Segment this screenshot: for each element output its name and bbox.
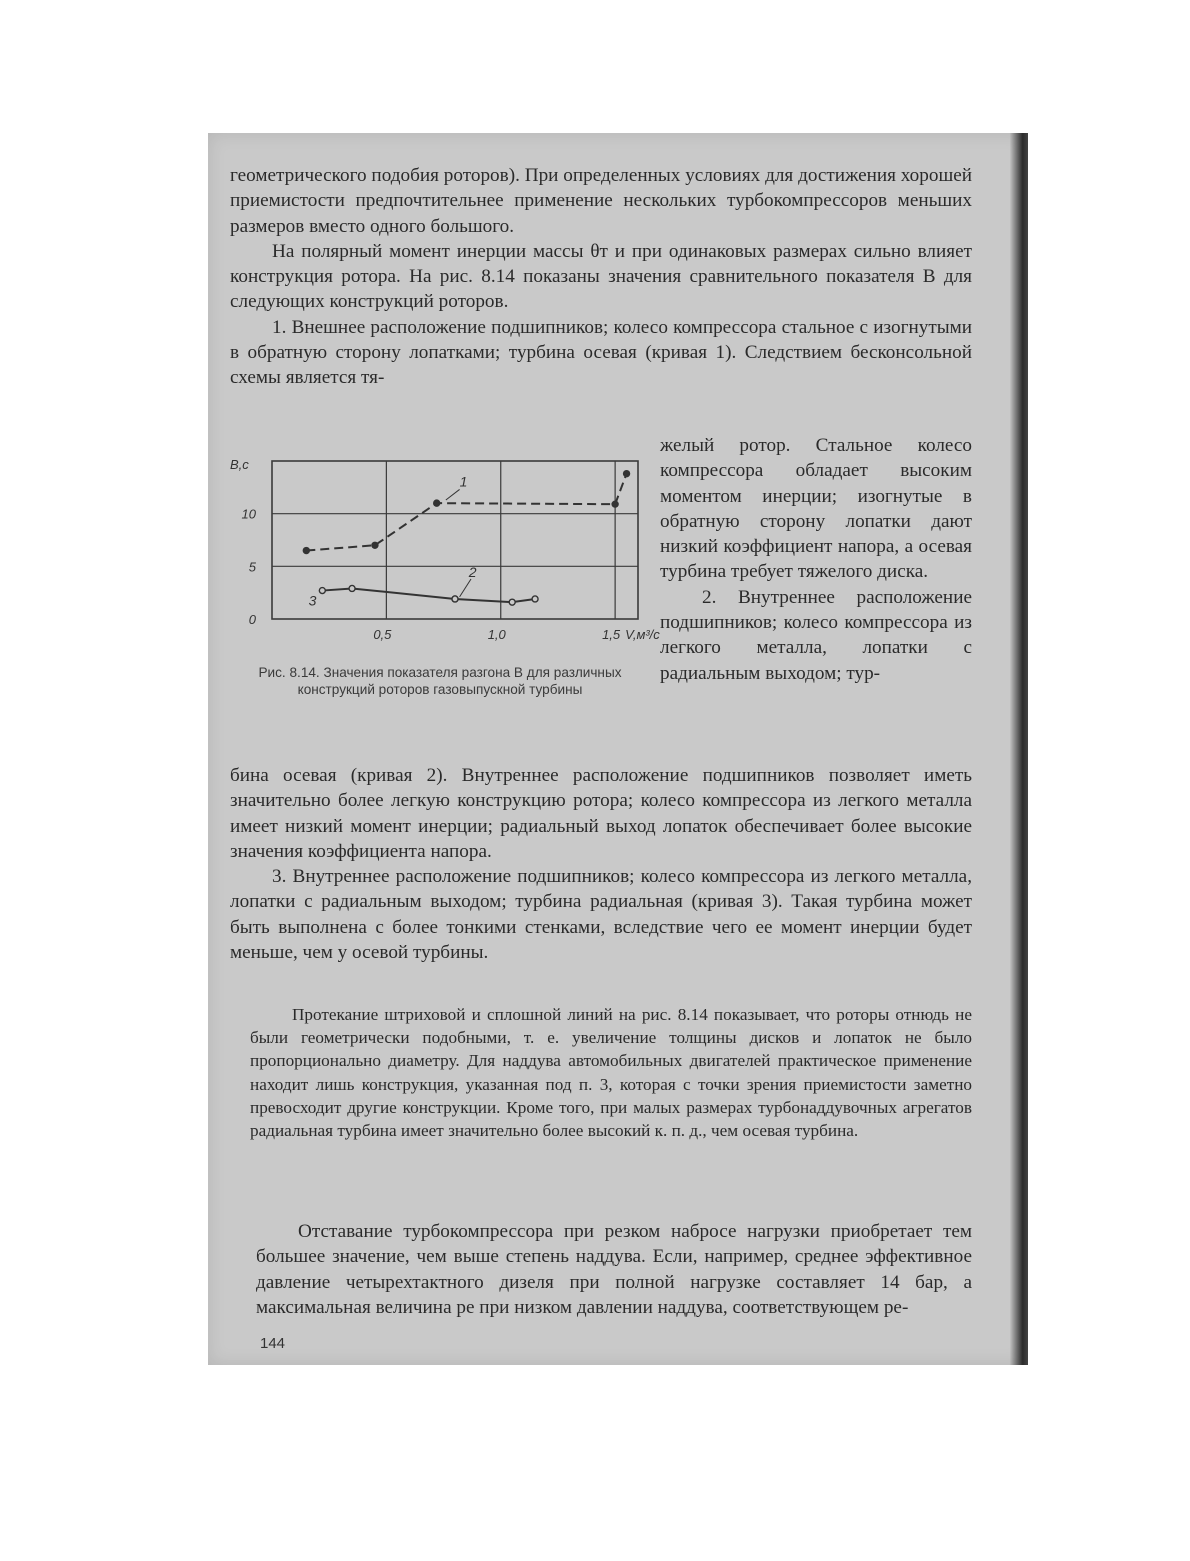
- series-1-point-2: [434, 500, 440, 506]
- curve-leader-1: [446, 489, 460, 500]
- chart-svg: [226, 449, 660, 659]
- final-text: [256, 1219, 972, 1320]
- y-axis-label: B,c: [230, 457, 249, 472]
- series-3-point-1: [349, 585, 355, 591]
- page-number: 144: [260, 1335, 286, 1352]
- side-text: [660, 433, 972, 686]
- x-axis-label: V,м³/с: [625, 627, 660, 642]
- series-2-point-1: [509, 599, 515, 605]
- x-tick-label-2: 1,5: [602, 627, 621, 642]
- top-text: [230, 163, 972, 391]
- book-spine-shadow: [1010, 133, 1028, 1365]
- figure-caption: Рис. 8.14. Значения показателя разгона B для различных конструкций роторов газовыпускной турбины: [258, 665, 622, 697]
- x-tick-label-1: 1,0: [487, 627, 506, 642]
- scanned-page: [208, 133, 1028, 1365]
- middle-text: [230, 763, 972, 965]
- paragraph-item-1: 1. Внешнее расположение подшипников; колесо компрессора стальное с изогнутыми в обратную сторону лопатками; турбина осевая (кривая 1). Следствием бесконсольной схемы является тя-: [230, 316, 972, 389]
- x-tick-label-0: 0,5: [373, 627, 392, 642]
- series-3-point-0: [319, 588, 325, 594]
- series-line-3: [322, 588, 455, 599]
- y-tick-label-0: 0: [248, 612, 256, 627]
- series-1-point-1: [372, 542, 378, 548]
- paragraph-inertia: На полярный момент инерции массы θт и при одинаковых размерах сильно влияет конструкция ротора. На рис. 8.14 показаны значения сравнительного показателя B для следующих конструкций роторов.: [230, 240, 972, 313]
- series-1-point-3: [612, 501, 618, 507]
- paragraph-lag: Отставание турбокомпрессора при резком набросе нагрузки приобретает тем большее значение, чем выше степень наддува. Если, например, среднее эффективное давление четырехтактного дизеля при полной нагрузке составляет 14 бар, а максимальная величина pe при низком давлении наддува, соответствующем ре-: [256, 1221, 972, 1318]
- paragraph-item-2: 2. Внутреннее расположение подшипников; колесо компрессора из легкого металла, лопатки с радиальным выходом; тур-: [660, 586, 972, 684]
- paragraph-item-2-cont: бина осевая (кривая 2). Внутреннее расположение подшипников позволяет иметь значительно более легкую конструкцию ротора; колесо компрессора из легкого металла имеет низкий момент инерции; радиальный выход лопаток обеспечивает более высокие значения коэффициента напора.: [230, 765, 972, 862]
- small-text: [250, 1003, 972, 1142]
- series-line-2: [455, 599, 535, 602]
- paragraph-item-3: 3. Внутреннее расположение подшипников; колесо компрессора из легкого металла, лопатки с радиальным выходом; турбина радиальная (кривая 3). Такая турбина может быть выполнена с более тонкими стенками, вследствие чего ее момент инерции будет меньше, чем у осевой турбины.: [230, 866, 972, 964]
- y-tick-label-1: 5: [248, 559, 256, 575]
- paragraph-heavy-rotor: желый ротор. Стальное колесо компрессора обладает высоким моментом инерции; изогнутые в обратную сторону лопатки дают низкий коэффициент напора, а осевая турбина требует тяжелого диска.: [660, 435, 972, 583]
- series-2-point-2: [532, 596, 538, 602]
- curve-label-1: 1: [459, 473, 468, 490]
- series-1-point-4: [624, 471, 630, 477]
- paragraph-intro: геометрического подобия роторов). При определенных условиях для достижения хорошей приемистости предпочтительнее применение нескольких турбокомпрессоров меньших размеров вместо одного большого.: [230, 165, 972, 237]
- series-1-point-0: [303, 548, 309, 554]
- series-3-point-2: [452, 596, 458, 602]
- curve-leader-2: [460, 579, 471, 597]
- figure-8-14: [226, 449, 660, 739]
- paragraph-dashed-lines: Протекание штриховой и сплошной линий на рис. 8.14 показывает, что роторы отнюдь не были геометрически подобными, т. е. увеличение толщины дисков и лопаток не было пропорционально диаметру. Для наддува автомобильных двигателей практическое применение находит лишь конструкция, указанная под п. 3, которая с точки зрения приемистости заметно превосходит другие конструкции. Кроме того, при малых размерах турбонаддувочных агрегатов радиальная турбина имеет значительно более высокий к. п. д., чем осевая турбина.: [250, 1005, 972, 1141]
- curve-label-2: 2: [468, 563, 477, 580]
- y-tick-label-2: 10: [241, 506, 256, 522]
- curve-label-3: 3: [308, 592, 317, 609]
